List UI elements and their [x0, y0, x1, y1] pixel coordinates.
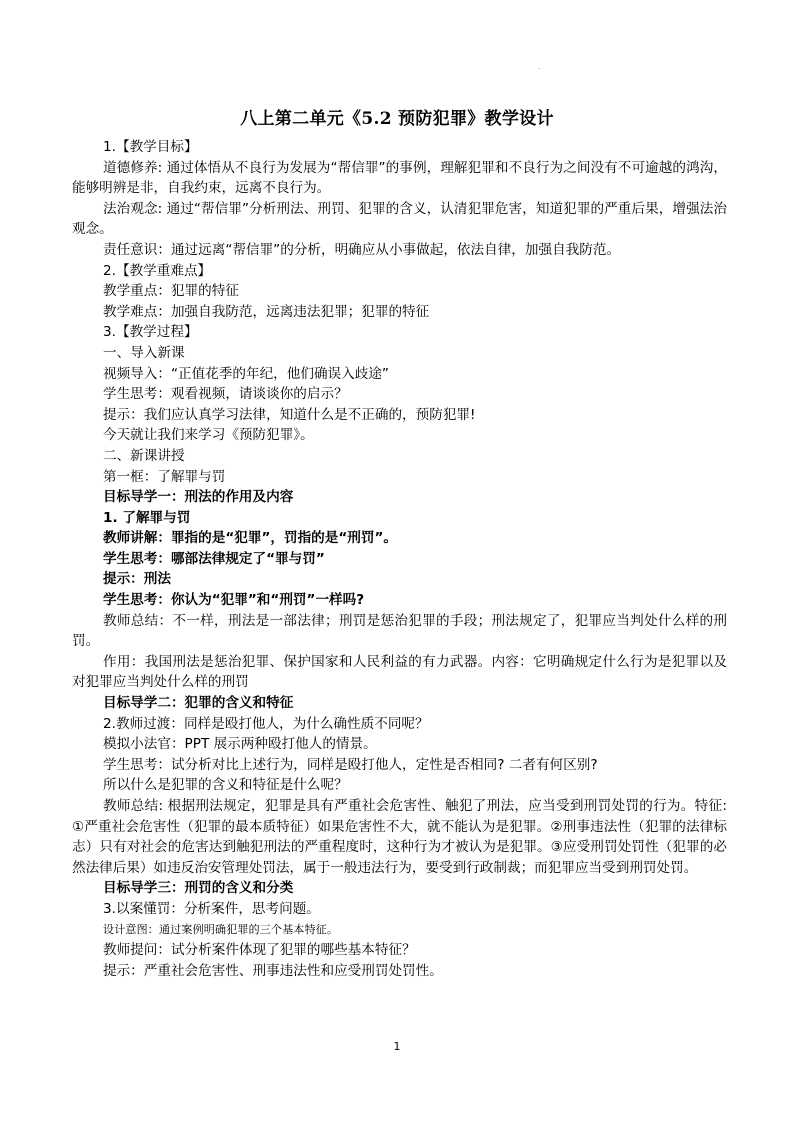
- paragraph: 教学难点：加强自我防范，远离违法犯罪；犯罪的特征: [103, 303, 430, 320]
- paragraph: 1.【教学目标】: [103, 139, 198, 155]
- document-title: 八上第二单元《5.2 预防犯罪》教学设计: [240, 109, 554, 129]
- paragraph: 提示：刑法: [103, 571, 171, 588]
- paragraph: 设计意图：通过案例明确犯罪的三个基本特征。: [103, 922, 339, 936]
- paragraph: 法治观念: 通过“帮信罪”分析刑法、刑罚、犯罪的含义，认清犯罪危害，知道犯罪的严重后果，增强法治观念。: [72, 200, 727, 238]
- paragraph: 目标导学一：刑法的作用及内容: [103, 489, 294, 506]
- paragraph: 第一框：了解罪与罚: [103, 468, 226, 485]
- paragraph: 模拟小法官：PPT 展示两种殴打他人的情景。: [103, 736, 377, 753]
- paragraph: 目标导学三：刑罚的含义和分类: [103, 880, 294, 897]
- paragraph: 教师讲解：罪指的是“犯罪”，罚指的是“刑罚”。: [103, 530, 398, 547]
- paragraph: 3.以案懂罚：分析案件，思考问题。: [103, 900, 320, 917]
- paragraph: 提示：我们应认真学习法律，知道什么是不正确的，预防犯罪!: [103, 406, 476, 423]
- paragraph: 道德修养: 通过体悟从不良行为发展为“帮信罪”的事例，理解犯罪和不良行为之间没有不可逾越的鸿沟，能够明辨是非，自我约束，远离不良行为。: [72, 159, 727, 197]
- paragraph: 学生思考：试分析对比上述行为，同样是殴打他人，定性是否相同? 二者有何区别?: [103, 756, 598, 773]
- paragraph: 今天就让我们来学习《预防犯罪》。: [103, 427, 314, 444]
- paragraph: 教学重点：犯罪的特征: [103, 283, 239, 300]
- paragraph: 作用：我国刑法是惩治犯罪、保护国家和人民利益的有力武器。内容：它明确规定什么行为是犯罪以及对犯罪应当判处什么样的刑罚: [72, 653, 727, 691]
- paragraph: 学生思考：观看视频，请谈谈你的启示？: [103, 386, 348, 403]
- paragraph: 1. 了解罪与罚: [103, 509, 191, 526]
- paragraph: 学生思考：哪部法律规定了“罪与罚”: [103, 550, 325, 567]
- page-number: 1: [393, 1040, 401, 1053]
- paragraph: 教师总结: 根据刑法规定，犯罪是具有严重社会危害性、触犯了刑法，应当受到刑罚处罚的行为。特征: ①严重社会危害性（犯罪的最本质特征）如果危害性不大，就不能认为是犯罪。②刑事违法性（犯罪的法律标志）只有对社会的危害达到触犯刑法的严重程度时，这种行为才被认为是犯罪。③应受刑罚处罚性（犯罪的必然法律后果）如违反治安管理处罚法，属于一般违法行为，要受到行政制裁；而犯罪应当受到刑罚处罚。: [72, 798, 727, 876]
- document-body: [72, 137, 727, 981]
- paragraph: 二、新课讲授: [103, 447, 185, 464]
- paragraph: 2.教师过渡：同样是殴打他人，为什么确性质不同呢？: [103, 715, 429, 732]
- header-mark: .: [538, 62, 541, 71]
- paragraph: 2.【教学重难点】: [103, 262, 212, 279]
- paragraph: 所以什么是犯罪的含义和特征是什么呢？: [103, 777, 348, 794]
- paragraph: 提示：严重社会危害性、刑事违法性和应受刑罚处罚性。: [103, 962, 443, 979]
- paragraph: 责任意识：通过远离“帮信罪”的分析，明确应从小事做起，依法自律，加强自我防范。: [103, 241, 621, 258]
- paragraph: 教师总结：不一样，刑法是一部法律；刑罚是惩治犯罪的手段；刑法规定了，犯罪应当判处什么样的刑罚。: [72, 612, 727, 650]
- paragraph: 教师提问：试分析案件体现了犯罪的哪些基本特征？: [103, 942, 416, 959]
- paragraph: 目标导学二：犯罪的含义和特征: [103, 695, 294, 712]
- paragraph: 学生思考：你认为“犯罪”和“刑罚”一样吗?: [103, 592, 365, 609]
- paragraph: 视频导入：“正值花季的年纪，他们确误入歧途”: [103, 365, 389, 382]
- paragraph: 3.【教学过程】: [103, 324, 198, 341]
- paragraph: 一、导入新课: [103, 344, 185, 361]
